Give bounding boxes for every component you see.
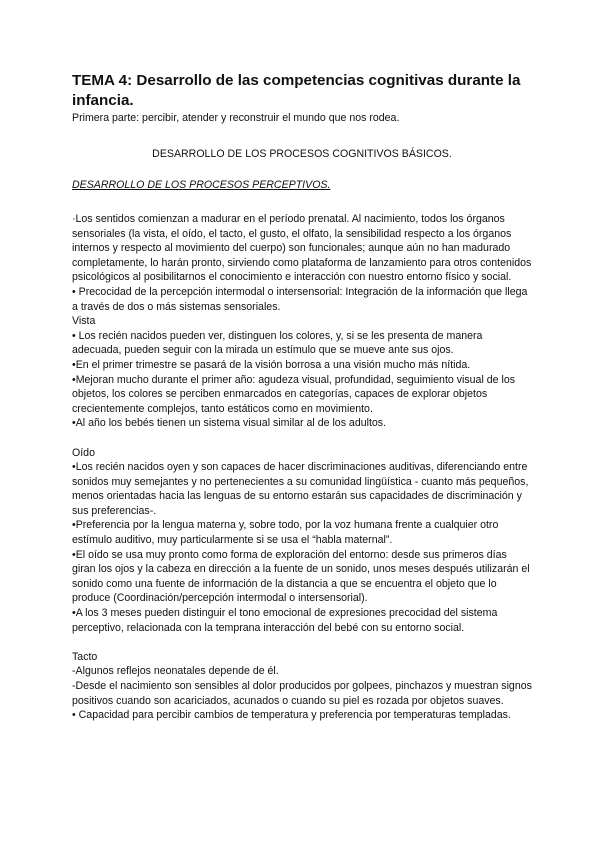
- oido-heading: Oído: [72, 446, 95, 459]
- tacto-item: -Desde el nacimiento son sensibles al dolor producidos por golpees, pinchazos y muestran signos positivos cuando son acariciados, acunados o cuando su piel es rozada por objetos suaves.: [72, 680, 532, 707]
- spacer: [72, 431, 532, 446]
- tacto-heading: Tacto: [72, 650, 98, 663]
- intro-bullet: • Precocidad de la percepción intermodal o intersensorial: Integración de la información que llega a través de dos o más sistemas sensoriales.: [72, 285, 528, 313]
- intro-paragraph: ·Los sentidos comienzan a madurar en el período prenatal. Al nacimiento, todos los órganos sensoriales (la vista, el oído, el tacto, el gusto, el olfato, la sensibilidad respecto a los órganos internos y respecto al movimiento del cuerpo) son funcionales; aunque aún no han madurado completamente, lo harán pronto, sirviendo como plataforma de lanzamiento para otros contenidos psicológicos al posibilitarnos el conocimiento e interacción con nuestro entorno físico y social.: [72, 213, 532, 284]
- spacer: [72, 635, 532, 650]
- document-subtitle: Primera parte: percibir, atender y reconstruir el mundo que nos rodea.: [72, 112, 400, 124]
- vista-item: •En el primer trimestre se pasará de la visión borrosa a una visión mucho más nítida.: [72, 358, 471, 371]
- vista-item: •Mejoran mucho durante el primer año: agudeza visual, profundidad, seguimiento visual de los objetos, los colores se perciben enmarcados en categorías, capaces de explorar objetos crecientemente complejos, tanto estáticos como en movimiento.: [72, 373, 516, 415]
- vista-heading: Vista: [72, 315, 96, 328]
- subsection-heading: DESARROLLO DE LOS PROCESOS PERCEPTIVOS.: [72, 179, 331, 191]
- vista-item: • Los recién nacidos pueden ver, distinguen los colores, y, si se les presenta de manera adecuada, pueden seguir con la mirada un estímulo que se mueve ante sus ojos.: [72, 329, 483, 357]
- oido-item: •Preferencia por la lengua materna y, sobre todo, por la voz humana frente a cualquier otro estímulo auditivo, muy particularmente si se usa el “habla maternal”.: [72, 519, 499, 547]
- oido-item: •A los 3 meses pueden distinguir el tono emocional de expresiones precocidad del sistema perceptivo, relacionada con la temprana interacción del bebé con su entorno social.: [72, 607, 498, 634]
- section-heading: DESARROLLO DE LOS PROCESOS COGNITIVOS BÁSICOS.: [152, 148, 452, 160]
- oido-item: •Los recién nacidos oyen y son capaces de hacer discriminaciones auditivas, diferenciando entre sonidos muy semejantes y no pertenecientes a su comunidad lingüística - cuanto más pequeños, menos orientadas hacia las lenguas de su entorno estarán sus capacidades de discriminación y sus preferencias-.: [72, 461, 529, 517]
- document-title: TEMA 4: Desarrollo de las competencias cognitivas durante la infancia.: [72, 72, 521, 109]
- tacto-item: • Capacidad para percibir cambios de temperatura y preferencia por temperaturas templadas.: [72, 709, 511, 722]
- vista-item: •Al año los bebés tienen un sistema visual similar al de los adultos.: [72, 417, 387, 430]
- document-content: [72, 71, 532, 723]
- tacto-item: -Algunos reflejos neonatales depende de él.: [72, 665, 279, 678]
- oido-item: •El oído se usa muy pronto como forma de exploración del entorno: desde sus primeros días giran los ojos y la cabeza en dirección a la fuente de un sonido, unos meses después utilizarán el sonido como una fuente de información de la distancia a que se encuentra el objeto que lo produce (Coordinación/percepción intermodal o intersensorial).: [72, 548, 530, 605]
